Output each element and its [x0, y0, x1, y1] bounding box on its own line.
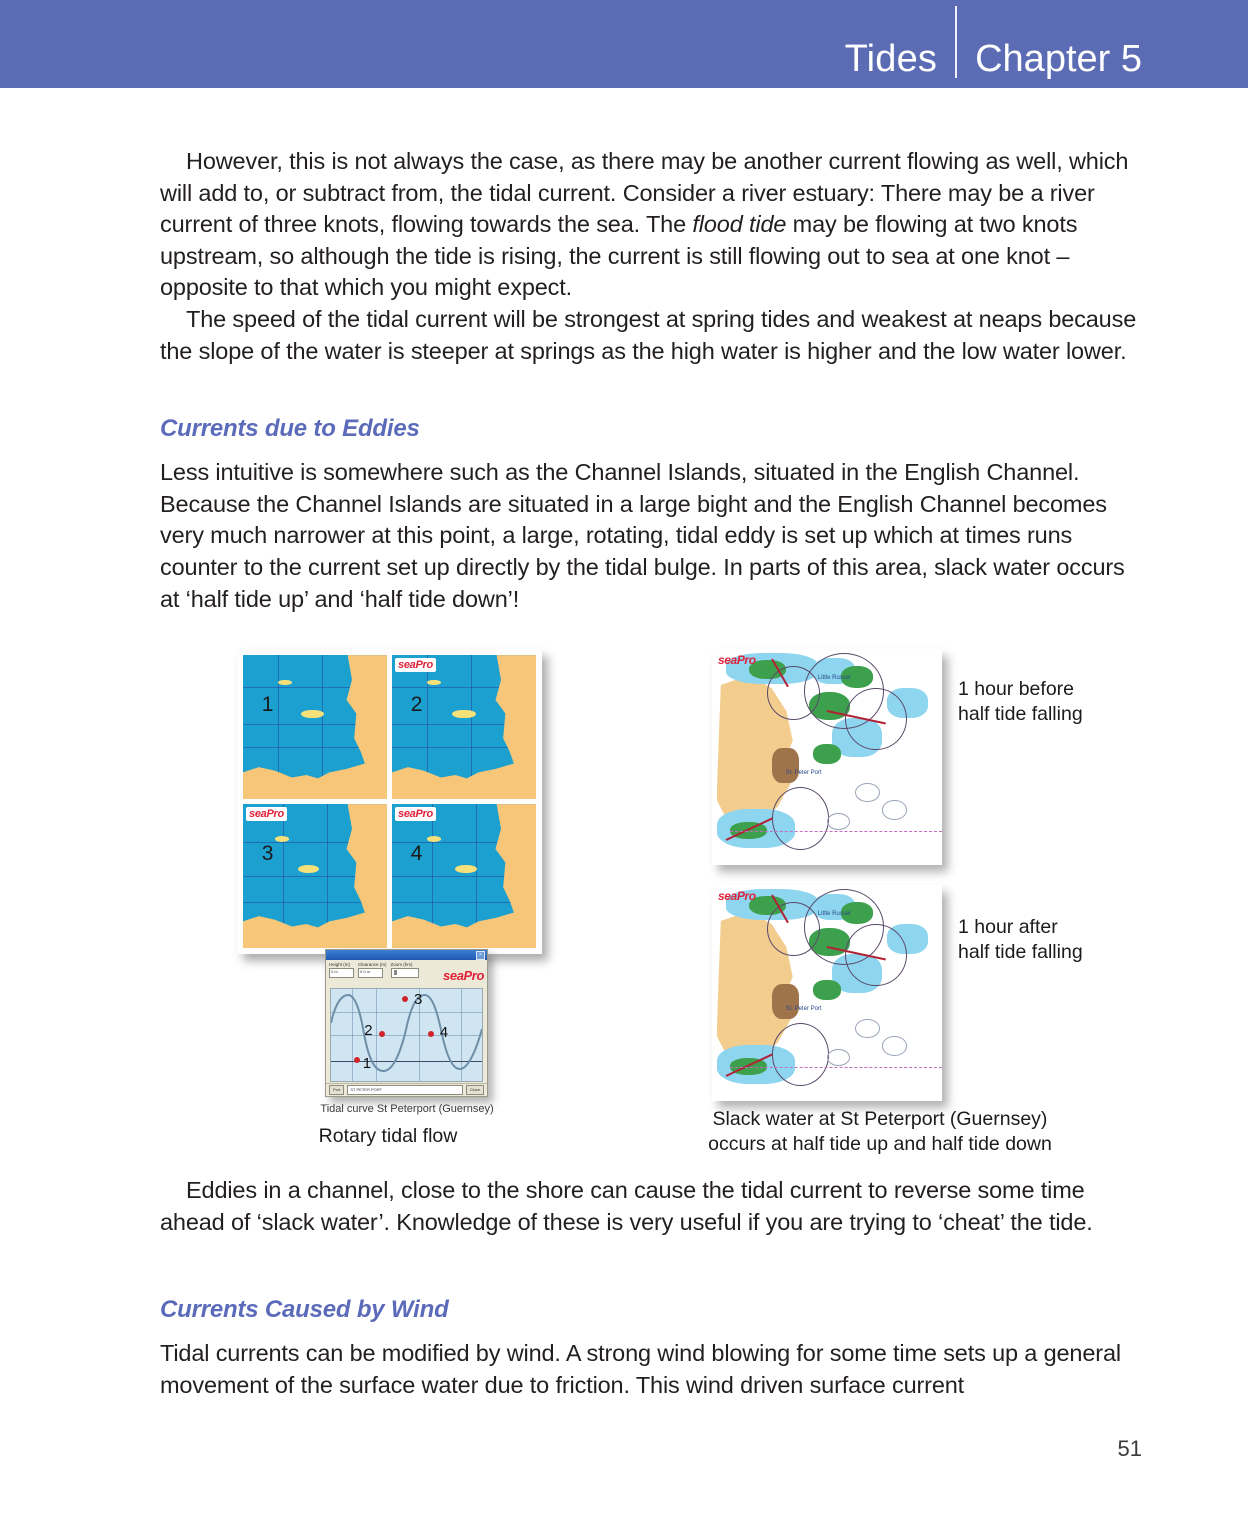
close-button[interactable]: Close	[466, 1085, 484, 1095]
header-title: Tides	[844, 38, 938, 80]
seapro-logo-panel-4: seaPro	[395, 807, 436, 821]
paragraph-1-part2: may be flowing at two knots upstream, so although the tide is rising, the current is still flowing out to sea at one knot – opposite to that which you might expect.	[160, 211, 1078, 301]
place-label-little-russel-2: Little Russel	[817, 911, 851, 918]
page-number: 51	[1117, 1436, 1142, 1461]
place-label-st-peter-port: St. Peter Port	[785, 770, 822, 777]
tide-curve-path	[331, 989, 482, 1081]
seapro-logo-panel-2: seaPro	[395, 658, 436, 672]
header-chapter-label: Chapter 5	[975, 38, 1142, 80]
tide-point-label-3: 3	[414, 990, 423, 1008]
section-heading-eddies: Currents due to Eddies	[160, 415, 420, 443]
detail-chart-before	[712, 649, 942, 865]
label-one-hour-before	[958, 677, 1083, 727]
page-header	[0, 0, 1248, 88]
chart-panel-1	[243, 655, 387, 799]
panel-number-3: 3	[261, 841, 274, 865]
close-icon[interactable]: ×	[476, 951, 485, 960]
chart-panel-3	[243, 804, 387, 948]
tide-point-label-1: 1	[362, 1055, 372, 1073]
paragraph-1-part1: However, this is not always the case, as there may be another current flowing as well, which will add to, or subtract from, the tidal current. Consider a river estuary: There may be a river current of three knots, flowing towards the sea. The	[160, 148, 1129, 238]
tidal-curve-plot	[330, 988, 483, 1082]
figure-rotary-tidal-flow	[0, 641, 1248, 1156]
port-button[interactable]: Port	[329, 1085, 344, 1095]
chart-panel-4	[392, 804, 536, 948]
paragraph-2: The speed of the tidal current will be strongest at spring tides and weakest at neaps because the slope of the water is steeper at springs as the high water is higher and the low water lower.	[160, 305, 1137, 364]
tide-point-dot-1	[354, 1057, 360, 1063]
section-heading-wind: Currents Caused by Wind	[160, 1296, 449, 1324]
clearance-field-input[interactable]: 0.0 m	[358, 968, 383, 978]
label-one-hour-after	[958, 915, 1083, 965]
clearance-field-group[interactable]	[358, 962, 387, 978]
seapro-logo-tide-window: seaPro	[443, 968, 484, 984]
seapro-logo-detail-2: seaPro	[718, 889, 756, 904]
tide-point-label-2: 2	[364, 1022, 373, 1040]
chart-panel-2	[392, 655, 536, 799]
tidal-curve-caption: Tidal curve St Peterport (Guernsey)	[320, 1103, 494, 1116]
zoom-field-group[interactable]	[391, 962, 419, 978]
tide-point-label-4: 4	[439, 1024, 449, 1042]
panel-number-4: 4	[410, 841, 423, 865]
rotary-tidal-flow-caption: Rotary tidal flow	[318, 1125, 458, 1148]
paragraph-1	[160, 146, 1142, 304]
label-one-hour-before-line2: half tide falling	[958, 703, 1083, 726]
panel-number-1: 1	[261, 692, 274, 716]
header-divider	[955, 6, 957, 78]
slack-water-caption-line1: Slack water at St Peterport (Guernsey)	[712, 1108, 1048, 1131]
seapro-logo-detail-1: seaPro	[718, 653, 756, 668]
tidal-curve-window[interactable]	[325, 949, 488, 1097]
paragraph-1-emphasis: flood tide	[692, 211, 787, 238]
slack-water-caption-line2: occurs at half tide up and half tide down	[708, 1133, 1052, 1156]
slack-water-caption	[700, 1107, 1060, 1157]
place-label-st-peter-port-2: St. Peter Port	[785, 1006, 822, 1013]
label-one-hour-after-line1: 1 hour after	[958, 916, 1058, 939]
window-statusbar	[326, 1083, 487, 1096]
height-field-input[interactable]: 0 m	[329, 968, 354, 978]
paragraph-3: Less intuitive is somewhere such as the Channel Islands, situated in the English Channel. Because the Channel Islands are situated in a large bight and the English Channel becomes very much narrower at this point, a large, rotating, tidal eddy is set up which at times runs counter to the current set up directly by the tidal bulge. In parts of this area, slack water occurs at ‘half tide up’ and ‘half tide down’!	[160, 459, 1125, 612]
height-field-label: Height (m)	[329, 962, 351, 968]
window-titlebar[interactable]	[326, 950, 487, 960]
port-value-field[interactable]: ST PETER PORT	[347, 1085, 462, 1095]
panel-number-2: 2	[410, 692, 423, 716]
quad-chart-group	[237, 649, 542, 954]
zoom-field-label: Zoom (hrs)	[390, 962, 413, 968]
label-one-hour-after-line2: half tide falling	[958, 941, 1083, 964]
label-one-hour-before-line1: 1 hour before	[958, 678, 1075, 701]
place-label-little-russel: Little Russel	[817, 675, 851, 682]
page-content	[0, 88, 1248, 1402]
paragraph-5: Tidal currents can be modified by wind. A strong wind blowing for some time sets up a general movement of the surface water due to friction. This wind driven surface current	[160, 1340, 1121, 1398]
clearance-field-label: Clearance (m)	[358, 962, 387, 968]
window-toolbar	[326, 960, 487, 988]
detail-chart-after	[712, 885, 942, 1101]
paragraph-4: Eddies in a channel, close to the shore can cause the tidal current to reverse some time ahead of ‘slack water’. Knowledge of these is very useful if you are trying to ‘cheat’ the tide.	[160, 1177, 1093, 1235]
seapro-logo-panel-3: seaPro	[246, 807, 287, 821]
height-field-group[interactable]	[329, 962, 354, 978]
zoom-slider[interactable]	[391, 968, 419, 978]
